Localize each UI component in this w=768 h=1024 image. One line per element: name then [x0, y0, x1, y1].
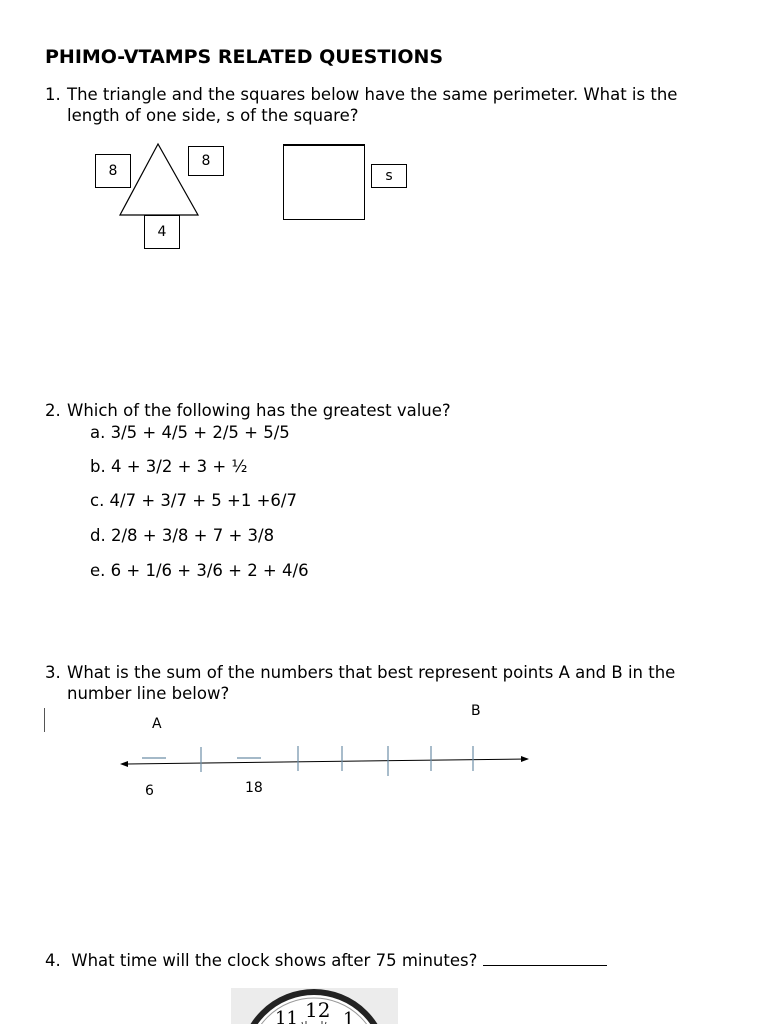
choice-e: e. 6 + 1/6 + 3/6 + 2 + 4/6	[90, 561, 309, 580]
choice-b: b. 4 + 3/2 + 3 + ½	[90, 457, 248, 476]
question-4-text: What time will the clock shows after 75 minutes?	[71, 951, 478, 970]
point-a-label: A	[152, 716, 162, 732]
question-2	[45, 400, 735, 421]
square-side-label: s	[371, 164, 407, 188]
number-line-right-arrow	[521, 756, 529, 762]
answer-blank	[483, 948, 607, 966]
question-1	[45, 84, 735, 126]
question-4-number: 4.	[45, 951, 61, 970]
clock-image	[231, 988, 398, 1024]
text-cursor-mark	[44, 708, 45, 732]
tick-label-18: 18	[245, 780, 263, 796]
choice-d: d. 2/8 + 3/8 + 7 + 3/8	[90, 526, 275, 545]
question-1-number: 1.	[45, 85, 61, 104]
point-b-label: B	[471, 703, 481, 719]
question-3-text: What is the sum of the numbers that best represent points A and B in the number line below?	[67, 663, 676, 703]
triangle-left-side-label: 8	[95, 154, 131, 188]
square-shape	[283, 144, 365, 220]
tick-label-6: 6	[145, 783, 154, 799]
triangle-right-side-label: 8	[188, 146, 224, 176]
question-3-number: 3.	[45, 663, 61, 682]
triangle-base-label: 4	[144, 215, 180, 249]
question-2-text: Which of the following has the greatest value?	[67, 401, 451, 420]
choice-c: c. 4/7 + 3/7 + 5 +1 +6/7	[90, 491, 297, 510]
question-3	[45, 662, 735, 704]
question-2-number: 2.	[45, 401, 61, 420]
number-line-left-arrow	[120, 761, 128, 767]
clock-number-1: 1	[343, 1009, 355, 1024]
question-1-text: The triangle and the squares below have the same perimeter. What is the length of one side, s of the square?	[67, 85, 678, 125]
clock-number-11: 11	[275, 1008, 298, 1024]
clock-number-12: 12	[305, 998, 331, 1022]
question-4	[45, 948, 735, 971]
page-title: PHIMO-VTAMPS RELATED QUESTIONS	[45, 46, 444, 68]
choice-a: a. 3/5 + 4/5 + 2/5 + 5/5	[90, 423, 290, 442]
